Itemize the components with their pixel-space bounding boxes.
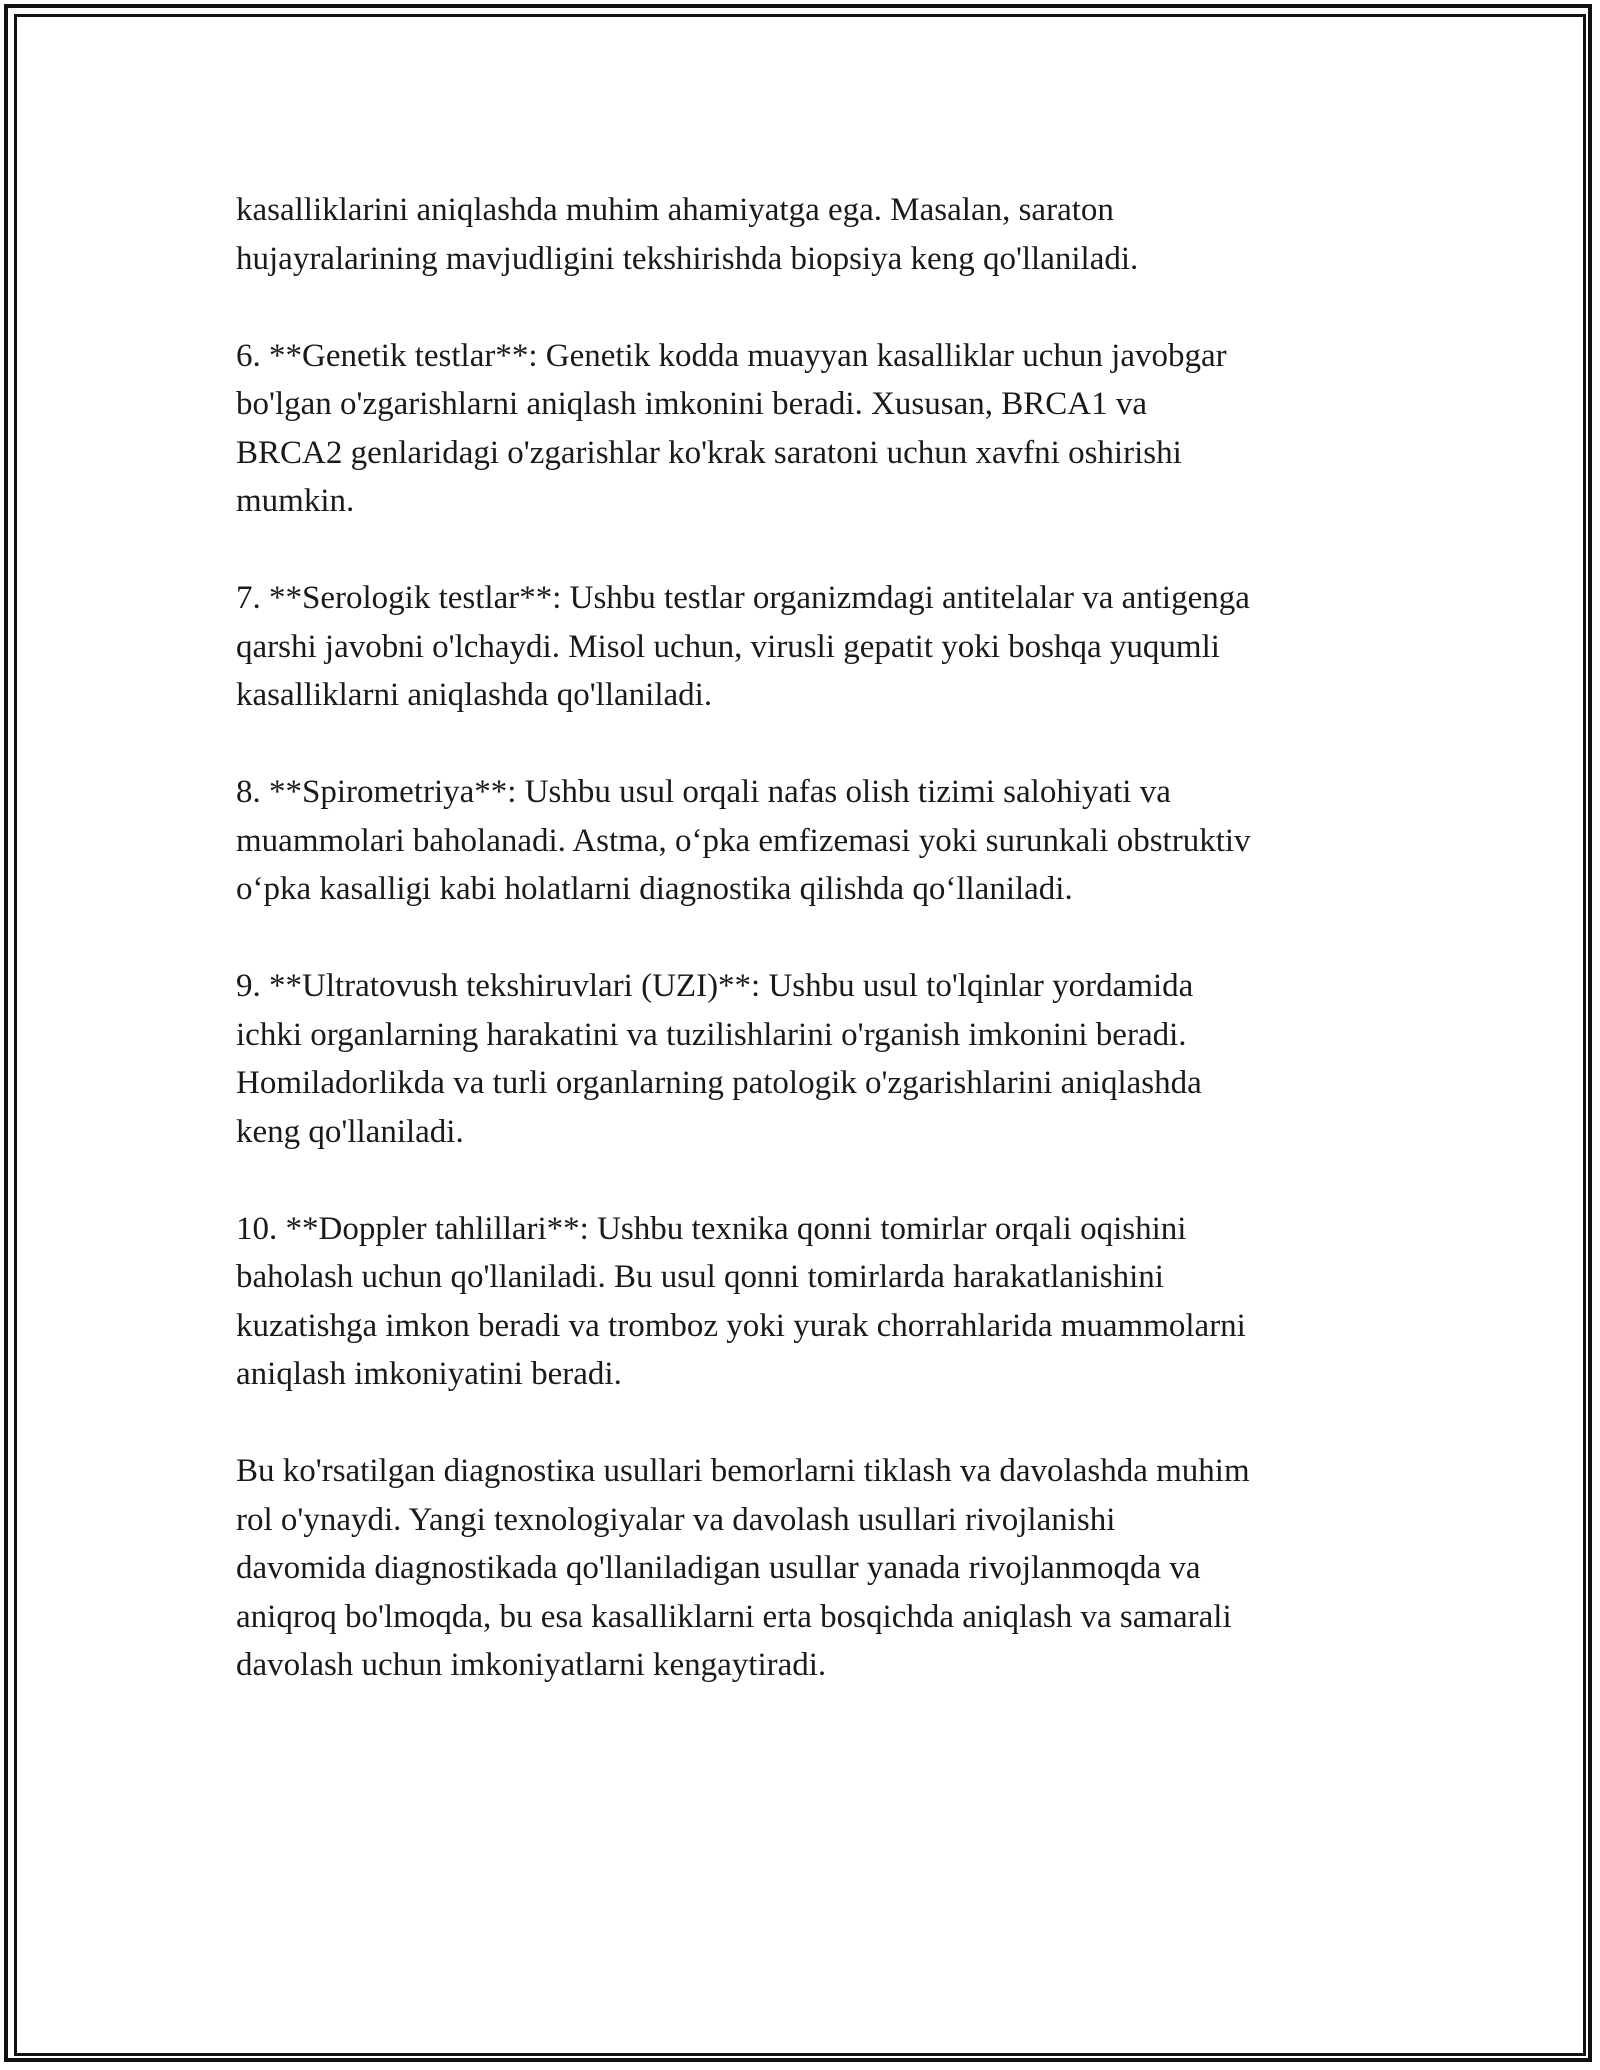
paragraph-biopsy-continuation: kasalliklarini aniqlashda muhim ahamiyatga ega. Masalan, saraton hujayralarining mavjudligini tekshirishda biopsiya keng qo'llaniladi. (236, 192, 1139, 277)
paragraph-genetic-tests: 6. **Genetik testlar**: Genetik kodda muayyan kasalliklar uchun javobgar bo'lgan o'zgarishlarni aniqlash imkonini beradi. Xususan, BRCA1 va BRCA2 genlaridagi o'zgarishlar ko'krak saratoni uchun xavfni oshirishi mumkin. (236, 337, 1227, 519)
paragraph-serologic-tests: 7. **Serologik testlar**: Ushbu testlar organizmdagi antitelalar va antigenga qarshi javobni o'lchaydi. Misol uchun, virusli gepatit yoki boshqa yuqumli kasalliklarni aniqlashda qo'llaniladi. (236, 580, 1250, 713)
paragraph-conclusion: Bu ko'rsatilgan diagnostiкa usullari bemorlarni tiklash va davolashda muhim rol o'ynaydi. Yangi texnologiyalar va davolash usullari rivojlanishi davomida diagnostikada qo'llaniladigan usullar yanada rivojlanmoqda va aniqroq bo'lmoqda, bu esa kasalliklarni erta bosqichda aniqlash va samarali davolash uchun imkoniyatlarni kengaytiradi. (236, 1453, 1250, 1683)
document-body (236, 186, 1386, 1690)
paragraph-ultrasound: 9. **Ultratovush tekshiruvlari (UZI)**: Ushbu usul to'lqinlar yordamida ichki organlarning harakatini va tuzilishlarini o'rganish imkonini beradi. Homiladorlikda va turli organlarning patologik o'zgarishlarini aniqlashda keng qo'llaniladi. (236, 968, 1202, 1150)
paragraph-spirometry: 8. **Spirometriya**: Ushbu usul orqali nafas olish tizimi salohiyati va muammolari baholanadi. Astma, o‘pka emfizemasi yoki surunkali obstruktiv o‘pka kasalligi kabi holatlarni diagnostika qilishda qo‘llaniladi. (236, 774, 1251, 907)
paragraph-doppler: 10. **Doppler tahlillari**: Ushbu texnika qonni tomirlar orqali oqishini baholash uchun qo'llaniladi. Bu usul qonni tomirlarda harakatlanishini kuzatishga imkon beradi va tromboz yoki yurak chorrahlarida muammolarni aniqlash imkoniyatini beradi. (236, 1210, 1246, 1392)
